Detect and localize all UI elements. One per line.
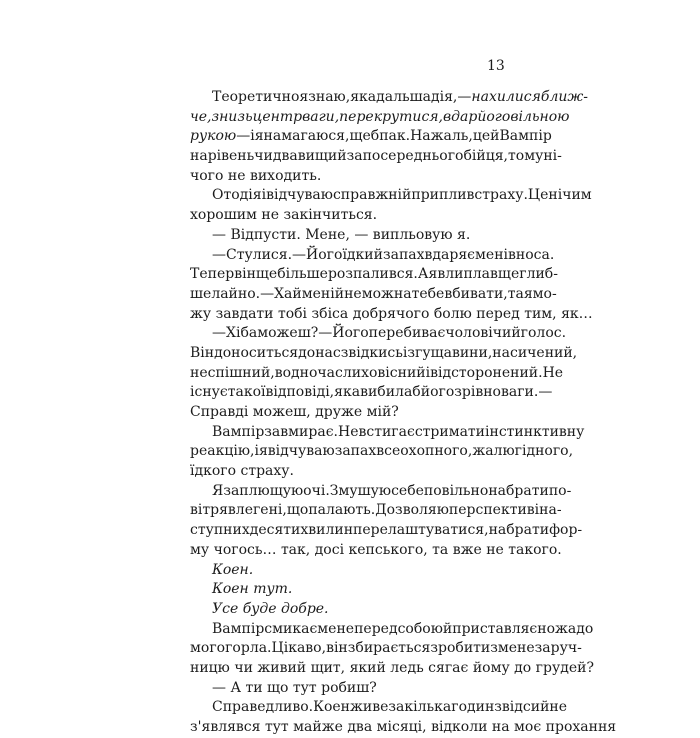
- text-line: [190, 324, 567, 344]
- word: по-: [548, 482, 572, 499]
- word: набрати: [488, 482, 549, 499]
- word: А: [417, 266, 429, 283]
- text-line: [190, 108, 570, 128]
- paragraph: [190, 620, 594, 679]
- word: Хай: [274, 285, 302, 302]
- word: ницю: [190, 659, 230, 676]
- word: чоловічий: [445, 325, 521, 342]
- word: Тепер: [190, 266, 235, 283]
- word: відчуваю: [266, 187, 333, 204]
- word: посереднього: [362, 148, 464, 165]
- word: його: [420, 384, 455, 401]
- word: доноситься: [214, 344, 299, 361]
- text-line: [190, 718, 617, 738]
- word: ножа: [537, 620, 577, 637]
- word: я: [254, 128, 264, 145]
- word: він: [234, 266, 256, 283]
- word: живе: [350, 699, 389, 716]
- word: — А ти що тут робиш?: [212, 679, 377, 696]
- word: що: [286, 502, 309, 519]
- word: ваги,: [302, 108, 340, 125]
- word: Коен: [313, 699, 351, 716]
- text-line: [190, 167, 502, 187]
- word: існує: [190, 384, 228, 401]
- word: ближ-: [540, 89, 589, 105]
- word: приставляє: [452, 620, 538, 637]
- word: два: [272, 148, 298, 165]
- word: хорошим не закінчиться.: [190, 207, 378, 224]
- word: вітря: [190, 502, 228, 519]
- word: Коен.: [212, 561, 254, 578]
- word: глиб-: [519, 266, 558, 283]
- word: тим,: [524, 305, 557, 322]
- word: ледь: [390, 659, 424, 676]
- word: Вампір: [499, 128, 552, 145]
- word: Отоді: [212, 187, 253, 204]
- word: че,: [190, 108, 212, 125]
- text-line: [190, 285, 557, 305]
- word: я: [428, 266, 438, 283]
- word: звідкись: [340, 344, 403, 361]
- word: лиховісний: [342, 364, 426, 381]
- word: легені,: [235, 502, 287, 519]
- word: заплющую: [223, 482, 304, 499]
- word: мене: [497, 640, 535, 657]
- word: Вампір: [212, 620, 265, 637]
- word: яка: [334, 384, 361, 401]
- text-line: [190, 541, 562, 561]
- word: жаль,: [430, 128, 473, 145]
- word: —: [212, 325, 226, 342]
- text-line: [190, 620, 594, 640]
- word: два: [347, 719, 373, 735]
- word: —: [538, 384, 553, 401]
- text-line: [190, 679, 502, 699]
- word: намагаюся,: [263, 128, 350, 145]
- word: прохання: [545, 719, 617, 735]
- word: в: [227, 502, 236, 519]
- word: Дозволяю: [375, 502, 449, 519]
- word: відсторонений.: [430, 364, 543, 381]
- word: Хіба: [226, 325, 258, 342]
- text-line: [190, 147, 562, 167]
- paragraph: [190, 423, 585, 482]
- word: мені: [301, 285, 335, 302]
- word: дальша: [376, 89, 431, 105]
- paragraph: [190, 600, 502, 620]
- word: йому: [472, 659, 510, 676]
- text-line: [190, 501, 562, 521]
- word: чого не виходить.: [190, 167, 322, 184]
- word: справжній: [332, 187, 412, 204]
- word: грудей?: [535, 659, 594, 676]
- text-line: [190, 305, 593, 325]
- word: гущавини,: [415, 344, 493, 361]
- word: рівень: [207, 148, 255, 165]
- text-line: [190, 226, 502, 246]
- word: всеохопного,: [376, 443, 473, 460]
- word: вбивати,: [444, 285, 508, 302]
- word: та: [507, 285, 524, 302]
- word: тому: [508, 148, 544, 165]
- word: чи: [234, 659, 253, 676]
- word: носа.: [515, 246, 555, 263]
- word: голос.: [520, 325, 567, 342]
- word: мо-: [532, 285, 557, 302]
- word: Не: [542, 364, 564, 381]
- word: майже: [293, 719, 343, 735]
- word: ні-: [543, 148, 562, 165]
- paragraph: [190, 226, 502, 246]
- text-line: [190, 246, 555, 266]
- word: запах: [382, 246, 425, 263]
- word: моє: [514, 719, 542, 735]
- word: Справді можеш, друже мій?: [190, 404, 399, 420]
- paragraph: [190, 186, 592, 225]
- word: і: [254, 443, 259, 460]
- word: приплив: [411, 187, 475, 204]
- text-line: [190, 423, 585, 443]
- word: —: [318, 325, 333, 342]
- word: очі.: [303, 482, 330, 499]
- word: завмирає.: [264, 423, 338, 440]
- word: щит,: [310, 659, 346, 676]
- word: знизь: [211, 108, 253, 125]
- word: себе: [391, 482, 424, 499]
- text-line: [190, 265, 558, 285]
- word: Його: [332, 325, 369, 342]
- word: з: [454, 384, 462, 401]
- text-line: [190, 521, 583, 541]
- word: я: [258, 443, 268, 460]
- word: тебе: [411, 285, 445, 302]
- word: водночас: [274, 364, 343, 381]
- word: болю: [433, 305, 472, 322]
- word: відповіді,: [265, 384, 335, 401]
- word: на: [190, 148, 208, 165]
- word: до: [576, 620, 594, 637]
- word: запах: [334, 443, 377, 460]
- word: на-: [539, 502, 562, 519]
- word: й: [334, 285, 345, 302]
- word: тобі: [277, 305, 308, 322]
- word: бійця,: [463, 148, 509, 165]
- text-line: [190, 383, 553, 403]
- word: збирається: [347, 640, 431, 657]
- word: Усе буде добре.: [212, 600, 329, 617]
- page-number: 13: [487, 58, 505, 74]
- word: можеш?: [257, 325, 319, 342]
- word: я: [299, 89, 309, 105]
- word: перелаштуватися,: [353, 522, 489, 539]
- word: цей: [472, 128, 500, 145]
- word: Він: [190, 344, 215, 361]
- paragraph: [190, 698, 617, 737]
- word: — Відпусти. Мене, — випльовую я.: [212, 226, 471, 243]
- text-line: [190, 659, 594, 679]
- text-line: [190, 462, 502, 482]
- text-line: [190, 639, 582, 659]
- word: чи: [254, 148, 273, 165]
- word: з'являвся: [190, 719, 261, 735]
- word: й: [442, 620, 453, 637]
- word: більше: [277, 266, 328, 283]
- word: рукою: [190, 128, 237, 145]
- word: —: [457, 89, 472, 105]
- text-line: [190, 561, 502, 581]
- word: вибила: [360, 384, 413, 401]
- word: до: [514, 659, 532, 676]
- word: перебиває: [368, 325, 446, 342]
- word: —: [292, 246, 307, 263]
- word: —: [236, 128, 251, 145]
- paragraph: [190, 679, 502, 699]
- word: вільною: [510, 108, 570, 125]
- word: б: [370, 128, 380, 145]
- text-line: [190, 364, 564, 384]
- word: вищий: [297, 148, 347, 165]
- word: він: [326, 640, 348, 657]
- word: за: [346, 148, 363, 165]
- text-line: [190, 127, 552, 147]
- word: страху.: [474, 187, 528, 204]
- word: сягає: [428, 659, 469, 676]
- text-line: [190, 442, 574, 462]
- word: й: [540, 699, 550, 716]
- text-line: [190, 482, 572, 502]
- word: розпалився.: [327, 266, 418, 283]
- word: нахилися: [471, 89, 541, 105]
- paragraph: [190, 324, 578, 422]
- word: Цікаво,: [271, 640, 327, 657]
- word: місяці,: [376, 719, 427, 735]
- word: із: [402, 344, 416, 361]
- word: на: [491, 719, 510, 735]
- text-line: [190, 698, 568, 718]
- word: їдкий: [342, 246, 383, 263]
- word: —: [260, 285, 275, 302]
- word: б: [412, 384, 421, 401]
- word: кілька: [404, 699, 452, 716]
- word: яка: [350, 89, 377, 105]
- word: відчуваю: [267, 443, 335, 460]
- word: жалюгідного,: [472, 443, 574, 460]
- word: звідси: [494, 699, 541, 716]
- word: горла.: [225, 640, 272, 657]
- word: На: [410, 128, 431, 145]
- word: лайно.: [211, 285, 261, 302]
- word: відколи: [431, 719, 488, 735]
- text-line: [190, 600, 502, 620]
- word: Коен тут.: [212, 581, 293, 598]
- word: як…: [561, 305, 593, 322]
- word: можна: [361, 285, 412, 302]
- text-line: [190, 88, 589, 108]
- paragraph: [190, 482, 583, 561]
- word: я: [252, 187, 262, 204]
- word: інстинктивну: [485, 423, 585, 440]
- word: до: [298, 344, 316, 361]
- word: рівноваги.: [461, 384, 539, 401]
- word: мого: [190, 640, 226, 657]
- word: зробити: [430, 640, 491, 657]
- word: набрати: [488, 522, 550, 539]
- word: Вампір: [212, 423, 265, 440]
- word: влипла: [437, 266, 491, 283]
- word: добрячого: [352, 305, 430, 322]
- word: дія,: [430, 89, 458, 105]
- word: насичений,: [492, 344, 578, 361]
- word: Це: [527, 187, 549, 204]
- word: такої: [227, 384, 266, 401]
- word: встигає: [358, 423, 415, 440]
- word: повільно: [423, 482, 489, 499]
- word: заруч-: [534, 640, 582, 657]
- word: знаю,: [308, 89, 351, 105]
- word: Справедливо.: [212, 699, 314, 716]
- word: фор-: [549, 522, 583, 539]
- word: ще: [255, 266, 278, 283]
- word: вдаряє: [424, 246, 476, 263]
- paragraph: [190, 246, 593, 325]
- word: палають.: [308, 502, 376, 519]
- word: тут: [264, 719, 289, 735]
- word: Змушую: [329, 482, 392, 499]
- word: його: [477, 108, 511, 125]
- word: завдати: [215, 305, 274, 322]
- word: десяти: [249, 522, 301, 539]
- word: живий: [257, 659, 307, 676]
- text-line: [190, 580, 502, 600]
- word: годин: [451, 699, 495, 716]
- word: собою: [397, 620, 443, 637]
- word: ступних: [190, 522, 250, 539]
- word: мене: [317, 620, 355, 637]
- word: перед: [354, 620, 398, 637]
- text-line: [190, 344, 578, 364]
- word: Стулися.: [226, 246, 293, 263]
- paragraph: [190, 88, 589, 186]
- word: в: [508, 246, 516, 263]
- body-text: [190, 88, 617, 738]
- word: центр: [252, 108, 303, 125]
- word: Теоретично: [212, 89, 300, 105]
- word: за: [388, 699, 405, 716]
- word: смикає: [264, 620, 318, 637]
- word: перспективі: [448, 502, 540, 519]
- word: реакцію,: [190, 443, 255, 460]
- word: я: [523, 285, 533, 302]
- word: стримати: [414, 423, 486, 440]
- word: не: [344, 285, 362, 302]
- word: Не: [337, 423, 359, 440]
- text-line: [190, 186, 592, 206]
- word: перекрутися,: [339, 108, 444, 125]
- word: ше: [190, 285, 212, 302]
- word: і: [425, 364, 431, 381]
- word: нас: [315, 344, 341, 361]
- paragraph: [190, 561, 502, 581]
- word: ще: [497, 266, 520, 283]
- word: хвилин: [300, 522, 354, 539]
- word: з: [490, 640, 498, 657]
- word: —: [212, 246, 226, 263]
- word: жу: [190, 305, 212, 322]
- word: вдар: [443, 108, 478, 125]
- text-line: [190, 206, 502, 226]
- word: нічим: [548, 187, 592, 204]
- text-line: [190, 403, 502, 423]
- word: Його: [306, 246, 343, 263]
- word: му чогось… так, досі кепського, та вже не такого.: [190, 541, 562, 558]
- word: ще: [349, 128, 371, 145]
- word: пак.: [379, 128, 411, 145]
- word: неспішний,: [190, 364, 275, 381]
- paragraph: [190, 580, 502, 600]
- word: збіса: [311, 305, 349, 322]
- word: і: [250, 128, 255, 145]
- word: мені: [475, 246, 508, 263]
- word: і: [261, 187, 267, 204]
- word: в: [490, 266, 498, 283]
- word: їдкого страху.: [190, 463, 294, 480]
- word: Я: [212, 482, 224, 499]
- word: не: [549, 699, 568, 716]
- word: перед: [476, 305, 520, 322]
- word: який: [349, 659, 386, 676]
